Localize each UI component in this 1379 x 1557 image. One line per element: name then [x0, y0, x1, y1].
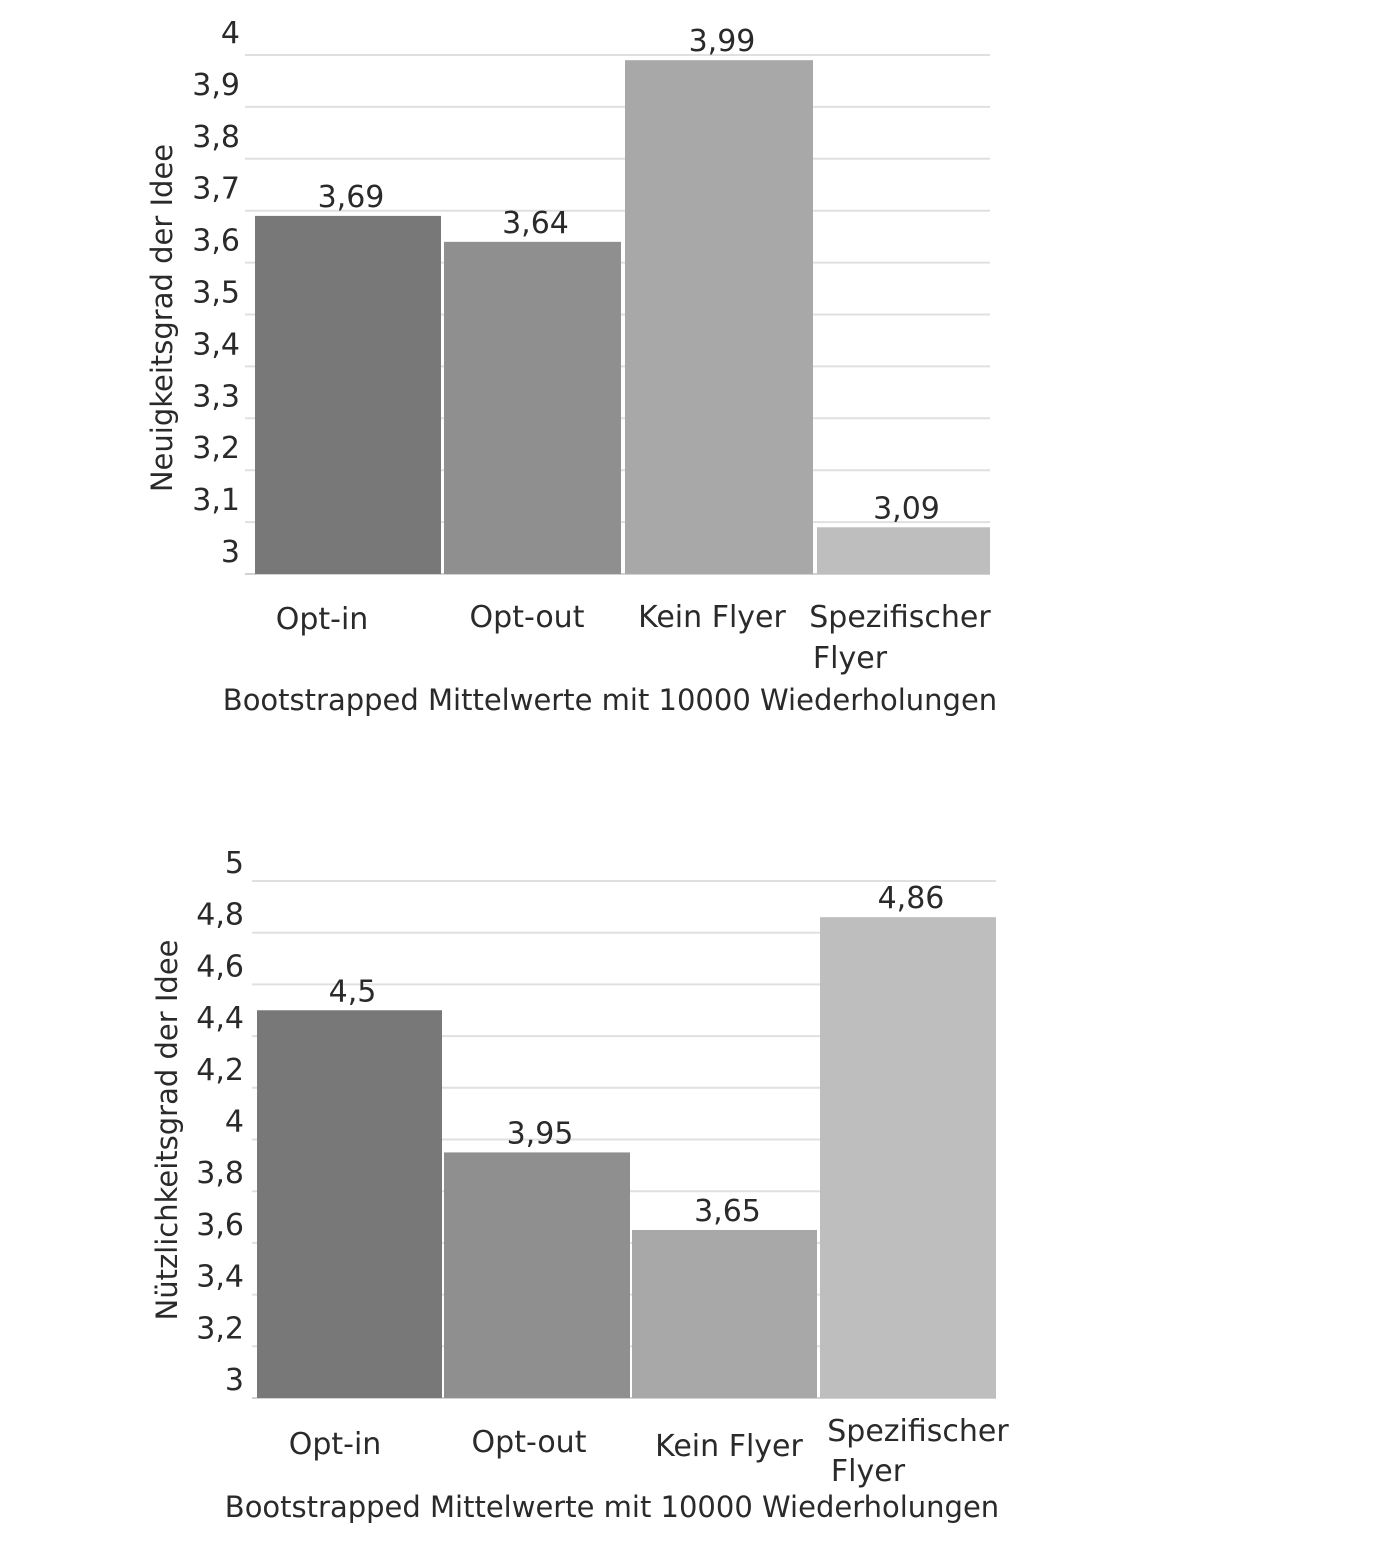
chart1-y-tick-label: 3,1 — [192, 483, 240, 519]
chart1-y-tick-label: 4 — [220, 16, 240, 51]
chart2-data-label: 4,86 — [877, 881, 945, 917]
chart2-y-axis-title: Nützlichkeitsgrad der Idee — [150, 939, 184, 1321]
chart1-y-tick-label: 3,6 — [192, 223, 240, 259]
chart1-bar — [817, 527, 990, 574]
chart1-y-tick-label: 3,3 — [192, 379, 240, 415]
chart2-y-tick-label: 3,8 — [196, 1156, 244, 1192]
chart2-y-tick-label: 3,4 — [196, 1259, 244, 1295]
chart2-bar — [257, 1010, 442, 1398]
chart1-data-label: 3,64 — [502, 205, 569, 241]
chart2-y-tick-label: 4,8 — [196, 897, 244, 933]
chart1-y-tick-label: 3 — [220, 535, 240, 570]
chart2-category-label: Opt-out — [471, 1425, 587, 1460]
chart1-category-label: Kein Flyer — [638, 600, 786, 635]
chart1-y-axis-title: Neuigkeitsgrad der Idee — [145, 143, 179, 493]
chart2-y-tick-label: 4,6 — [196, 949, 244, 985]
chart2-y-tick-label: 3 — [224, 1363, 244, 1398]
chart2-data-label: 3,65 — [694, 1193, 761, 1229]
chart2-category-label: Opt-in — [288, 1427, 382, 1462]
chart1-category-label: Opt-in — [275, 602, 369, 637]
chart2-bar — [632, 1230, 817, 1398]
chart1-x-axis-title: Bootstrapped Mittelwerte mit 10000 Wiederholungen — [222, 683, 998, 717]
chart1-bar — [255, 216, 441, 574]
chart1-data-label: 3,09 — [873, 491, 940, 527]
chart2-y-tick-label: 3,2 — [196, 1311, 244, 1347]
chart2-data-label: 4,5 — [328, 974, 377, 1010]
chart1-y-tick-label: 3,7 — [192, 171, 240, 207]
chart1-bar — [625, 60, 813, 574]
chart2-y-tick-label: 3,6 — [196, 1207, 244, 1243]
chart2-y-tick-label: 4 — [224, 1104, 244, 1140]
chart1-y-tick-label: 3,5 — [192, 275, 240, 311]
chart2-y-tick-label: 5 — [224, 846, 244, 881]
chart1-y-tick-label: 3,9 — [192, 67, 240, 103]
chart2-y-tick-label: 4,2 — [196, 1052, 244, 1088]
chart1-data-label: 3,99 — [688, 24, 756, 60]
chart1-y-tick-label: 3,2 — [192, 431, 240, 467]
chart2-bar — [820, 917, 996, 1398]
chart2-x-axis-title: Bootstrapped Mittelwerte mit 10000 Wiederholungen — [224, 1490, 1000, 1524]
chart1-category-label: Spezifischer Flyer — [809, 600, 991, 676]
chart2-category-label: Spezifischer Flyer — [827, 1414, 1009, 1489]
chart1-bar — [444, 242, 621, 574]
chart2-category-label: Kein Flyer — [655, 1429, 803, 1464]
chart1-y-tick-label: 3,8 — [192, 119, 240, 155]
chart2-y-tick-label: 4,4 — [196, 1001, 244, 1037]
chart1-y-tick-label: 3,4 — [192, 327, 240, 363]
chart2-data-label: 3,95 — [506, 1116, 574, 1152]
chart1-data-label: 3,69 — [317, 179, 385, 215]
chart2-bar — [444, 1152, 630, 1398]
chart1-category-label: Opt-out — [469, 600, 585, 635]
